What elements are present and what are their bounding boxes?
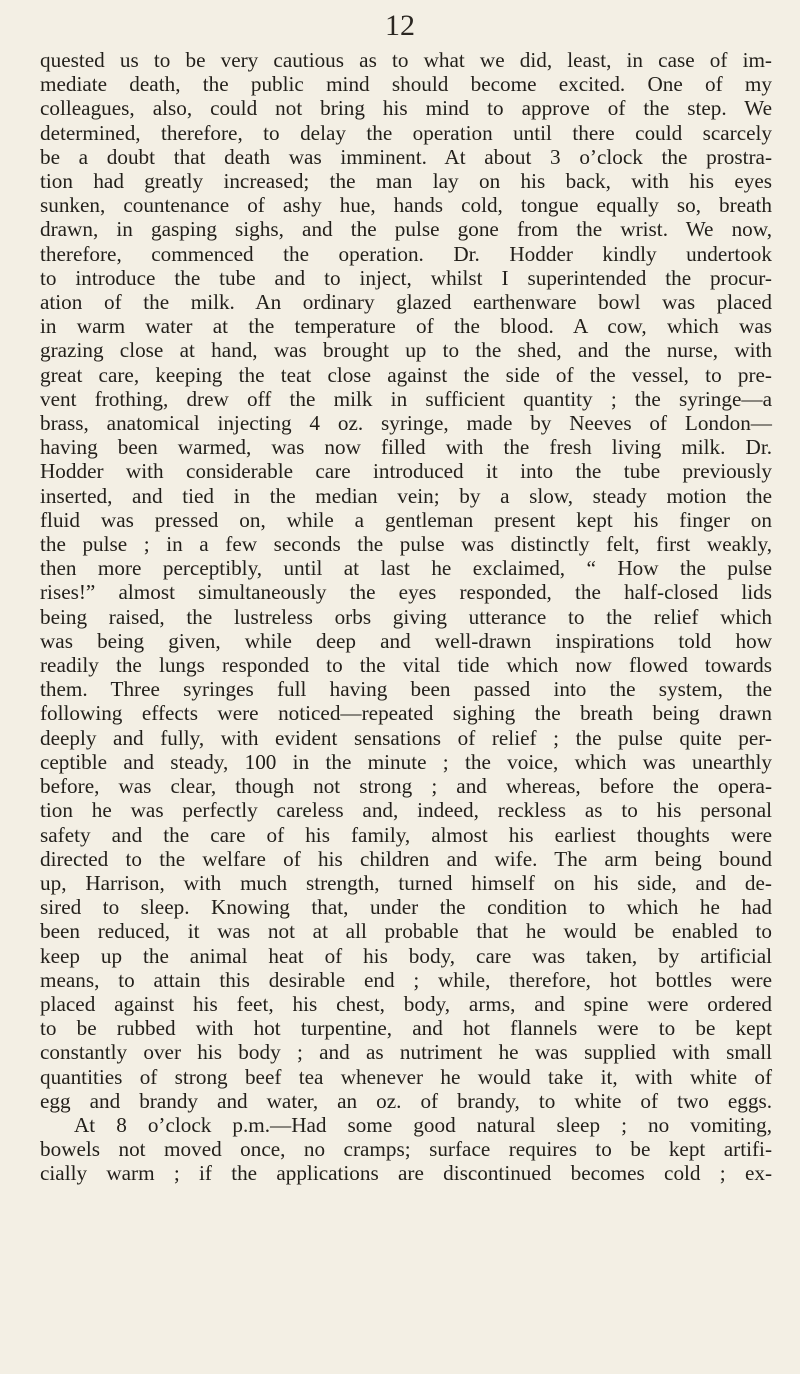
text-line: placed against his feet, his chest, body, arms, and spine were ordered xyxy=(40,991,772,1016)
text-line: tion had greatly increased; the man lay on his back, with his eyes xyxy=(40,169,772,194)
text-line: At 8 o’clock p.m.—Had some good natural sleep ; no vomiting, xyxy=(74,1112,772,1137)
text-line: constantly over his body ; and as nutriment he was supplied with small xyxy=(40,1040,772,1065)
text-line: keep up the animal heat of his body, care was taken, by artificial xyxy=(40,943,772,968)
text-line: sired to sleep. Knowing that, under the condition to which he had xyxy=(40,895,772,920)
paragraph xyxy=(40,1113,772,1186)
text-line: great care, keeping the teat close against the side of the vessel, to pre- xyxy=(40,362,772,387)
text-line: rises!” almost simultaneously the eyes responded, the half-closed lids xyxy=(40,580,772,605)
text-line: be a doubt that death was imminent. At about 3 o’clock the prostra- xyxy=(40,144,772,169)
text-line: sunken, countenance of ashy hue, hands cold, tongue equally so, breath xyxy=(40,193,772,218)
text-line: cially warm ; if the applications are discontinued becomes cold ; ex- xyxy=(40,1161,772,1186)
text-line: in warm water at the temperature of the blood. A cow, which was xyxy=(40,314,772,339)
text-line: fluid was pressed on, while a gentleman present kept his finger on xyxy=(40,507,772,532)
text-line: then more perceptibly, until at last he exclaimed, “ How the pulse xyxy=(40,556,772,581)
paragraph xyxy=(40,48,772,1113)
text-line: inserted, and tied in the median vein; by a slow, steady motion the xyxy=(40,483,772,508)
text-line: bowels not moved once, no cramps; surface requires to be kept artifi- xyxy=(40,1137,772,1162)
text-line: deeply and fully, with evident sensations of relief ; the pulse quite per- xyxy=(40,725,772,750)
text-line: safety and the care of his family, almost his earliest thoughts were xyxy=(40,822,772,847)
text-line: to be rubbed with hot turpentine, and hot flannels were to be kept xyxy=(40,1016,772,1041)
text-line: quantities of strong beef tea whenever he would take it, with white of xyxy=(40,1064,772,1089)
text-line: drawn, in gasping sighs, and the pulse gone from the wrist. We now, xyxy=(40,217,772,242)
body-text xyxy=(40,48,772,1186)
text-line: quested us to be very cautious as to what we did, least, in case of im- xyxy=(40,48,772,72)
text-line: them. Three syringes full having been passed into the system, the xyxy=(40,677,772,702)
text-line: to introduce the tube and to inject, whilst I superintended the procur- xyxy=(40,265,772,290)
text-line: means, to attain this desirable end ; while, therefore, hot bottles were xyxy=(40,967,772,992)
text-line: readily the lungs responded to the vital tide which now flowed towards xyxy=(40,653,772,678)
text-line: directed to the welfare of his children and wife. The arm being bound xyxy=(40,846,772,871)
text-line: therefore, commenced the operation. Dr. Hodder kindly undertook xyxy=(40,241,772,266)
page-number: 12 xyxy=(385,9,415,42)
text-line: the pulse ; in a few seconds the pulse was distinctly felt, first weakly, xyxy=(40,532,772,557)
text-line: egg and brandy and water, an oz. of brandy, to white of two eggs. xyxy=(40,1088,772,1113)
text-line: before, was clear, though not strong ; and whereas, before the opera- xyxy=(40,774,772,799)
text-line: ation of the milk. An ordinary glazed earthenware bowl was placed xyxy=(40,290,772,315)
text-line: been reduced, it was not at all probable that he would be enabled to xyxy=(40,919,772,944)
text-line: ceptible and steady, 100 in the minute ; the voice, which was unearthly xyxy=(40,749,772,774)
text-line: vent frothing, drew off the milk in sufficient quantity ; the syringe—a xyxy=(40,386,772,411)
text-line: having been warmed, was now filled with the fresh living milk. Dr. xyxy=(40,435,772,460)
text-line: was being given, while deep and well-drawn inspirations told how xyxy=(40,628,772,653)
text-line: up, Harrison, with much strength, turned himself on his side, and de- xyxy=(40,870,772,895)
text-line: being raised, the lustreless orbs giving utterance to the relief which xyxy=(40,604,772,629)
text-line: Hodder with considerable care introduced it into the tube previously xyxy=(40,459,772,484)
text-line: mediate death, the public mind should become excited. One of my xyxy=(40,72,772,97)
text-line: determined, therefore, to delay the operation until there could scarcely xyxy=(40,120,772,145)
text-line: following effects were noticed—repeated sighing the breath being drawn xyxy=(40,701,772,726)
text-line: brass, anatomical injecting 4 oz. syringe, made by Neeves of London— xyxy=(40,411,772,436)
text-line: grazing close at hand, was brought up to the shed, and the nurse, with xyxy=(40,338,772,363)
text-line: tion he was perfectly careless and, indeed, reckless as to his personal xyxy=(40,798,772,823)
text-line: colleagues, also, could not bring his mind to approve of the step. We xyxy=(40,96,772,121)
